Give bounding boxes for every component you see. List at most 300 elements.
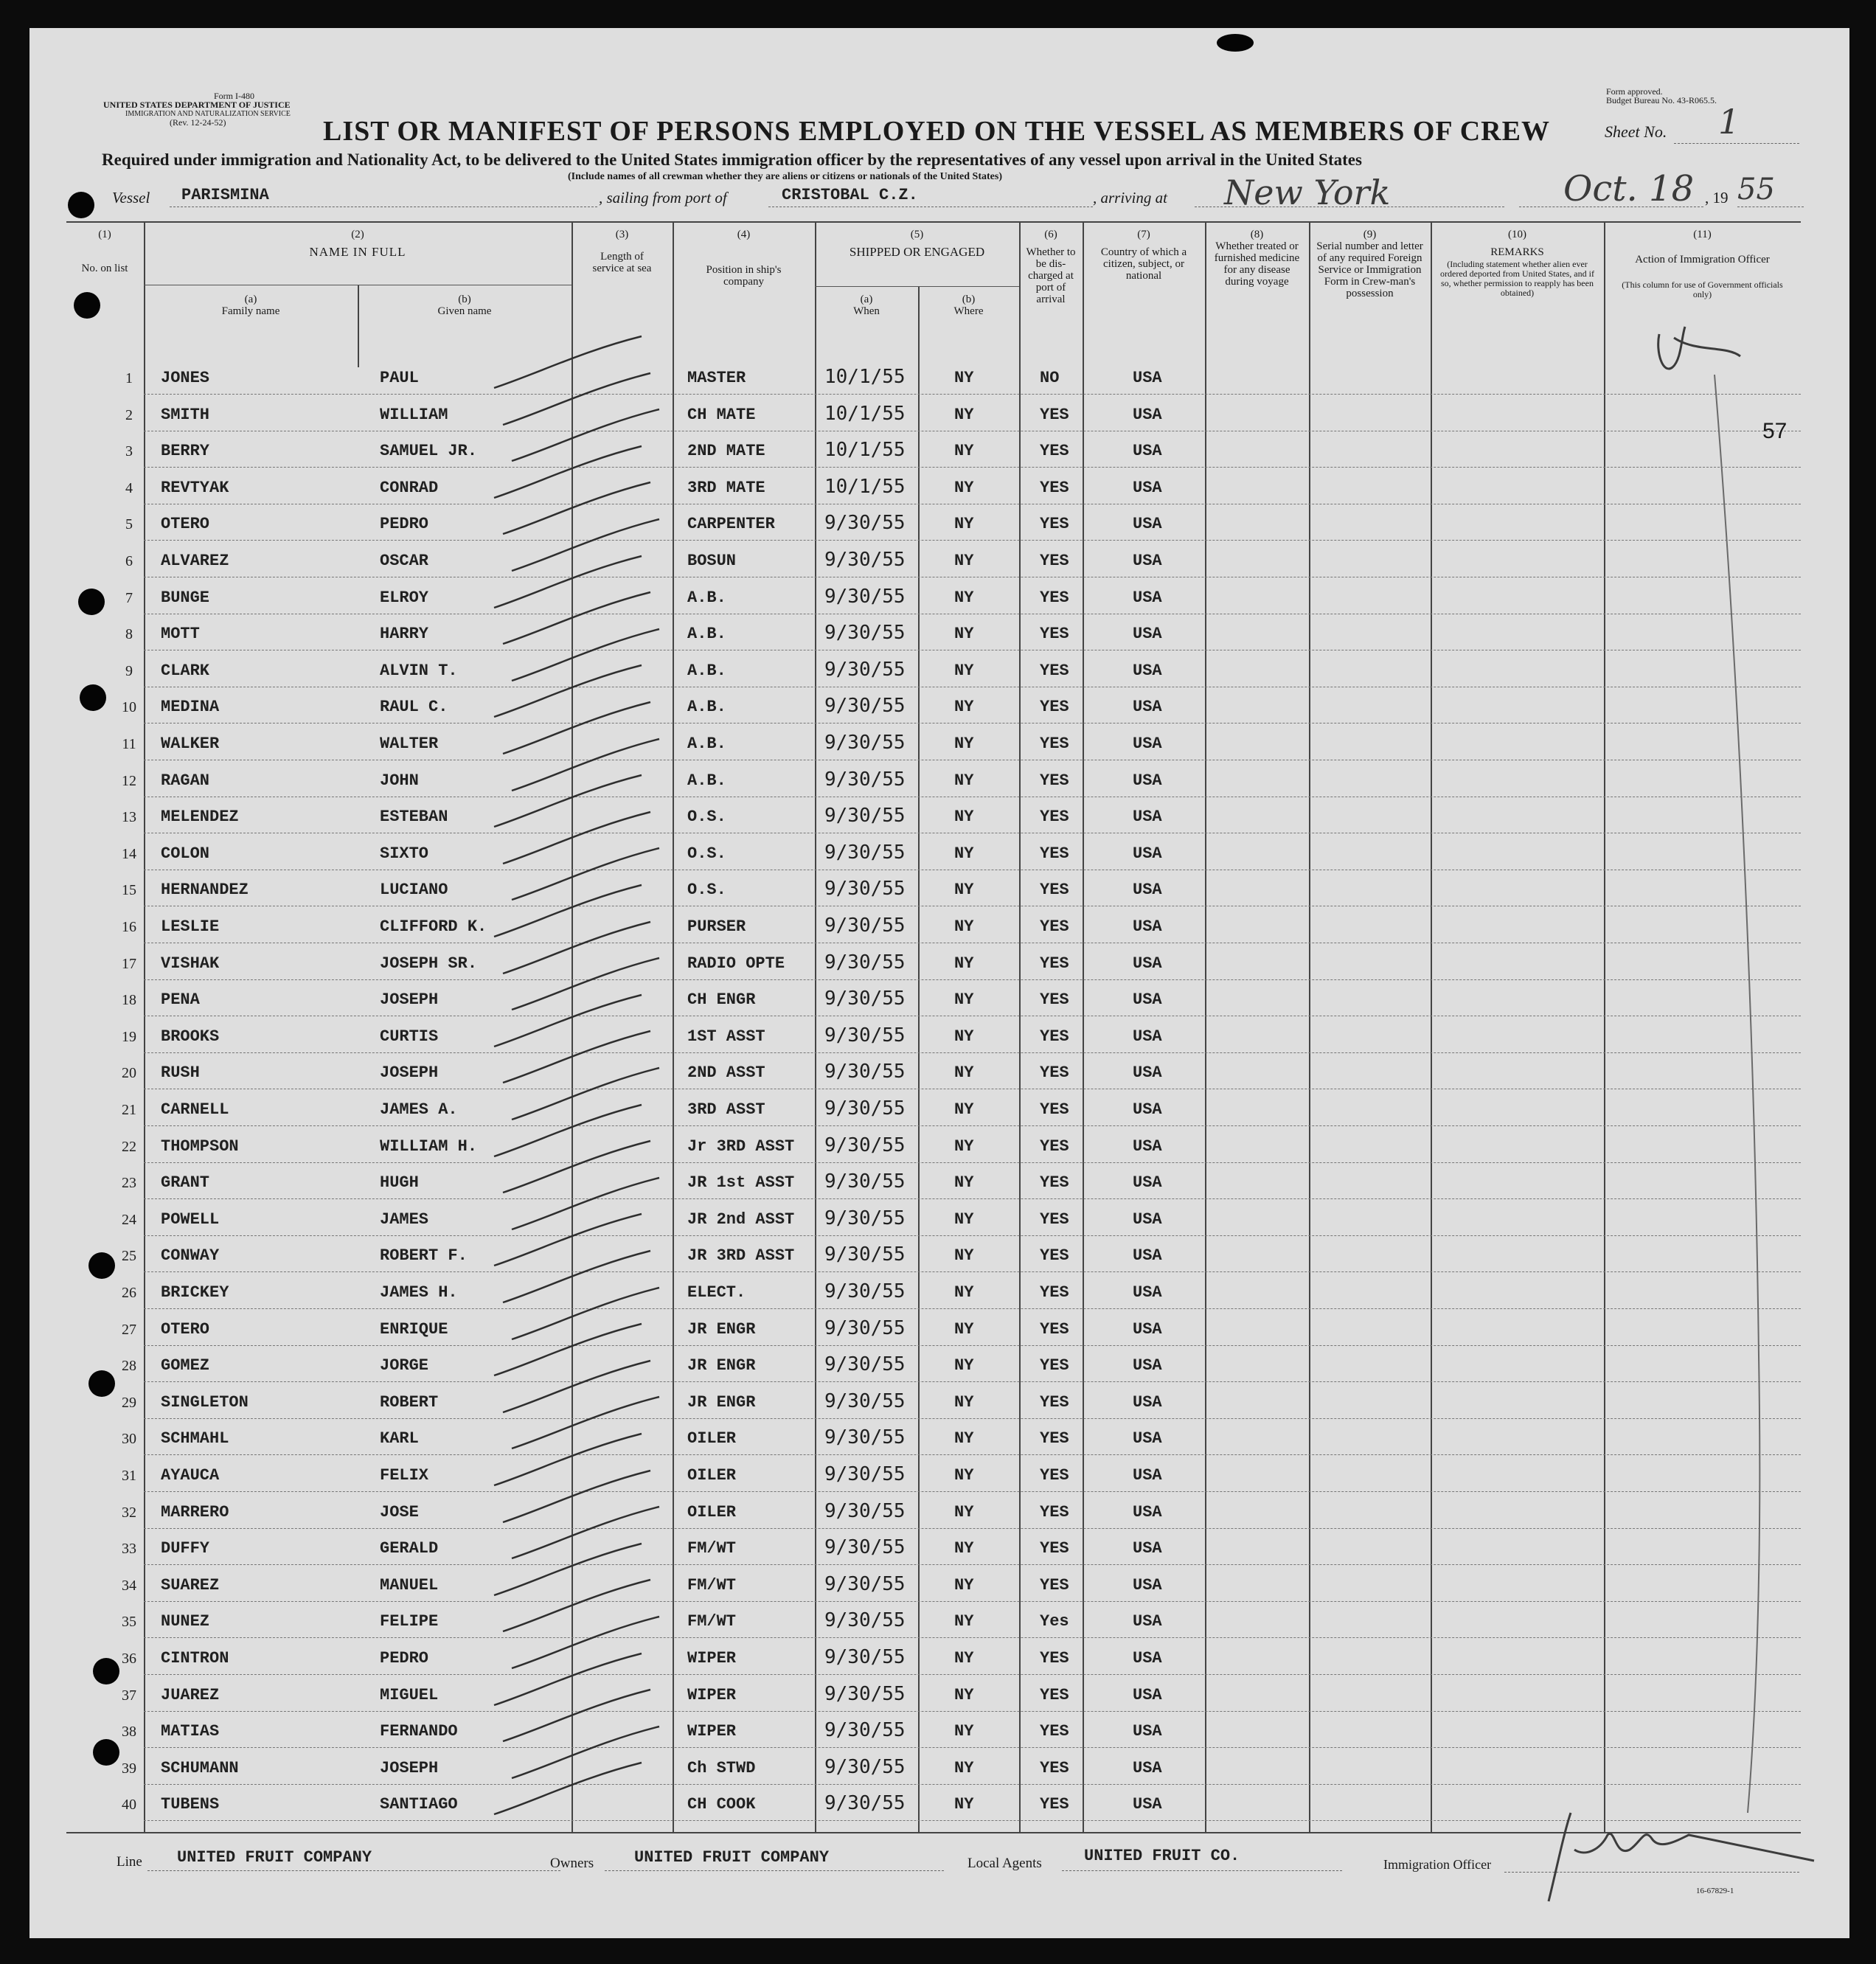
discharged: YES [1040,1429,1069,1448]
family-name: BROOKS [161,1027,220,1046]
row-number: 9 [125,663,133,679]
instructions-note: (Include names of all crewman whether they are aliens or citizens or nationals of the United States) [568,171,1002,182]
discharged: YES [1040,1722,1069,1741]
position: MASTER [687,369,746,387]
given-name: PEDRO [380,515,429,533]
given-name: MIGUEL [380,1686,439,1704]
shipped-date: 9/30/55 [824,1061,906,1083]
shipped-place: NY [954,1246,974,1265]
position: WIPER [687,1722,737,1741]
col9-header: Serial number and letter of any required Foreign Service or Immigration Form in Crew-man's possession [1316,240,1423,299]
shipped-date: 9/30/55 [824,1243,906,1266]
row-number: 34 [122,1578,136,1594]
row-number: 36 [122,1651,136,1667]
row-number: 5 [125,516,133,532]
shipped-place: NY [954,1686,974,1704]
shipped-place: NY [954,1429,974,1448]
position: WIPER [687,1649,737,1668]
shipped-date: 9/30/55 [824,1573,906,1595]
country: USA [1133,1283,1162,1302]
family-name: HERNANDEZ [161,881,249,899]
discharged: YES [1040,1466,1069,1485]
country: USA [1133,1137,1162,1156]
position: FM/WT [687,1576,737,1595]
discharged: YES [1040,808,1069,826]
row-number: 8 [125,626,133,642]
arrival-year: 55 [1737,173,1775,207]
shipped-place: NY [954,1027,974,1046]
shipped-date: 9/30/55 [824,842,906,864]
position: A.B. [687,589,726,607]
discharged: YES [1040,406,1069,424]
country: USA [1133,808,1162,826]
country: USA [1133,1429,1162,1448]
shipped-date: 9/30/55 [824,732,906,754]
discharged: YES [1040,1137,1069,1156]
family-name: COLON [161,844,210,863]
shipped-place: NY [954,1612,974,1631]
country: USA [1133,771,1162,790]
col5a-number: (a) [860,294,873,305]
departure-port: CRISTOBAL C.Z. [782,186,918,204]
given-name: CLIFFORD K. [380,917,487,936]
line-label: Line [117,1854,142,1870]
shipped-place: NY [954,1173,974,1192]
row-number: 38 [122,1724,136,1740]
row-number: 12 [122,773,136,789]
col2-header: NAME IN FULL [309,245,406,259]
discharged: YES [1040,881,1069,899]
shipped-date: 9/30/55 [824,1317,906,1339]
shipped-place: NY [954,442,974,460]
given-name: JOSEPH [380,1759,439,1777]
discharged: YES [1040,1246,1069,1265]
row-number: 35 [122,1614,136,1630]
given-name: KARL [380,1429,419,1448]
family-name: POWELL [161,1210,220,1229]
shipped-place: NY [954,1722,974,1741]
discharged: YES [1040,1686,1069,1704]
family-name: CONWAY [161,1246,220,1265]
shipped-place: NY [954,917,974,936]
family-name: TUBENS [161,1795,220,1814]
row-number: 19 [122,1029,136,1045]
col4-number: (4) [737,229,751,240]
country: USA [1133,1320,1162,1339]
discharged: YES [1040,479,1069,497]
arrival-date: Oct. 18 [1563,168,1695,209]
col5b-number: (b) [962,294,976,305]
shipped-date: 9/30/55 [824,622,906,644]
position: BOSUN [687,552,737,570]
position: A.B. [687,662,726,680]
row-number: 6 [125,553,133,569]
row-number: 37 [122,1687,136,1704]
row-number: 26 [122,1285,136,1301]
agents-value: UNITED FRUIT CO. [1084,1847,1240,1865]
family-name: CINTRON [161,1649,229,1668]
col10-number: (10) [1508,229,1526,240]
country: USA [1133,1246,1162,1265]
family-name: MOTT [161,625,200,643]
form-approved: Form approved. [1606,86,1663,97]
country: USA [1133,1100,1162,1119]
row-number: 28 [122,1358,136,1374]
country: USA [1133,917,1162,936]
shipped-place: NY [954,1320,974,1339]
col7-number: (7) [1137,229,1150,240]
discharged: YES [1040,1393,1069,1412]
row-number: 1 [125,370,133,386]
arriving-label: , arriving at [1093,189,1167,207]
family-name: WALKER [161,735,220,753]
col2a-number: (a) [244,294,257,305]
row-number: 11 [122,736,136,752]
row-number: 25 [122,1248,136,1264]
family-name: CLARK [161,662,210,680]
shipped-place: NY [954,1503,974,1521]
given-name: ROBERT [380,1393,439,1412]
position: 3RD MATE [687,479,765,497]
col8-number: (8) [1250,229,1264,240]
given-name: SIXTO [380,844,429,863]
position: O.S. [687,844,726,863]
shipped-place: NY [954,844,974,863]
col2b-number: (b) [458,294,471,305]
position: A.B. [687,771,726,790]
discharged: YES [1040,1503,1069,1521]
position: O.S. [687,881,726,899]
col5-number: (5) [910,229,924,240]
given-name: ENRIQUE [380,1320,448,1339]
sailing-label: , sailing from port of [599,189,727,207]
discharged: YES [1040,1320,1069,1339]
position: 1ST ASST [687,1027,765,1046]
position: FM/WT [687,1539,737,1558]
sheet-number: 1 [1718,102,1740,142]
country: USA [1133,1027,1162,1046]
discharged: YES [1040,1173,1069,1192]
row-number: 14 [122,846,136,862]
shipped-date: 9/30/55 [824,878,906,900]
vessel-label: Vessel [112,189,150,207]
row-number: 2 [125,407,133,423]
position: OILER [687,1466,737,1485]
shipped-place: NY [954,1137,974,1156]
family-name: PENA [161,990,200,1009]
shipped-date: 9/30/55 [824,549,906,571]
shipped-place: NY [954,1539,974,1558]
discharged: YES [1040,1356,1069,1375]
col9-number: (9) [1363,229,1377,240]
country: USA [1133,515,1162,533]
row-number: 22 [122,1139,136,1155]
discharged: Yes [1040,1612,1069,1631]
given-name: JAMES [380,1210,429,1229]
col2-number: (2) [351,229,364,240]
shipped-place: NY [954,515,974,533]
family-name: JUAREZ [161,1686,220,1704]
given-name: CURTIS [380,1027,439,1046]
family-name: SMITH [161,406,210,424]
discharged: YES [1040,1027,1069,1046]
family-name: GRANT [161,1173,210,1192]
row-number: 7 [125,590,133,606]
print-code: 16-67829-1 [1696,1887,1734,1895]
given-name: WALTER [380,735,439,753]
country: USA [1133,881,1162,899]
year-prefix: , 19 [1705,189,1729,207]
discharged: YES [1040,1576,1069,1595]
shipped-date: 9/30/55 [824,768,906,791]
country: USA [1133,589,1162,607]
shipped-date: 9/30/55 [824,1134,906,1156]
country: USA [1133,1503,1162,1521]
owners-label: Owners [550,1856,594,1871]
shipped-date: 10/1/55 [824,476,906,498]
discharged: YES [1040,954,1069,973]
shipped-place: NY [954,771,974,790]
shipped-date: 10/1/55 [824,403,906,425]
col6-header: Whether to be dis-charged at port of arrival [1026,246,1076,305]
shipped-date: 9/30/55 [824,1170,906,1193]
shipped-date: 9/30/55 [824,1097,906,1120]
country: USA [1133,662,1162,680]
shipped-place: NY [954,625,974,643]
owners-value: UNITED FRUIT COMPANY [634,1848,830,1867]
shipped-date: 9/30/55 [824,1426,906,1448]
discharged: YES [1040,1100,1069,1119]
arrival-port: New York [1224,173,1391,212]
shipped-date: 9/30/55 [824,988,906,1010]
discharged: YES [1040,917,1069,936]
family-name: AYAUCA [161,1466,220,1485]
row-number: 10 [122,699,136,715]
position: ELECT. [687,1283,746,1302]
revision: (Rev. 12-24-52) [170,117,226,128]
family-name: LESLIE [161,917,220,936]
given-name: WILLIAM [380,406,448,424]
position: OILER [687,1503,737,1521]
position: 2ND MATE [687,442,765,460]
position: JR ENGR [687,1393,756,1412]
country: USA [1133,1393,1162,1412]
col8-header: Whether treated or furnished medicine for any disease during voyage [1214,240,1300,288]
country: USA [1133,698,1162,716]
family-name: GOMEZ [161,1356,210,1375]
row-number: 16 [122,919,136,935]
country: USA [1133,1210,1162,1229]
country: USA [1133,442,1162,460]
col5b-header: Where [953,305,984,317]
given-name: LUCIANO [380,881,448,899]
position: 2ND ASST [687,1063,765,1082]
shipped-place: NY [954,1283,974,1302]
discharged: YES [1040,1210,1069,1229]
line-value: UNITED FRUIT COMPANY [177,1848,372,1867]
shipped-place: NY [954,552,974,570]
family-name: NUNEZ [161,1612,210,1631]
service: IMMIGRATION AND NATURALIZATION SERVICE [125,110,291,118]
shipped-date: 9/30/55 [824,1756,906,1778]
given-name: ELROY [380,589,429,607]
family-name: BRICKEY [161,1283,229,1302]
col10-header: REMARKS [1490,246,1544,258]
discharged: YES [1040,552,1069,570]
family-name: SUAREZ [161,1576,220,1595]
discharged: YES [1040,442,1069,460]
col2a-header: Family name [221,305,280,317]
discharged: YES [1040,625,1069,643]
family-name: OTERO [161,515,210,533]
given-name: SANTIAGO [380,1795,458,1814]
shipped-place: NY [954,954,974,973]
col11-header: Action of Immigration Officer [1635,254,1770,266]
position: Jr 3RD ASST [687,1137,795,1156]
shipped-date: 9/30/55 [824,951,906,974]
col10-note: (Including statement whether alien ever ordered deported from United States, and if so, whether permission to reapply has been obtained) [1440,259,1594,298]
position: A.B. [687,698,726,716]
given-name: OSCAR [380,552,429,570]
row-number: 30 [122,1431,136,1447]
position: OILER [687,1429,737,1448]
shipped-place: NY [954,881,974,899]
position: CH MATE [687,406,756,424]
discharged: YES [1040,771,1069,790]
agents-label: Local Agents [967,1856,1042,1871]
country: USA [1133,1576,1162,1595]
family-name: RUSH [161,1063,200,1082]
country: USA [1133,1612,1162,1631]
discharged: YES [1040,1539,1069,1558]
row-number: 23 [122,1175,136,1191]
col6-number: (6) [1044,229,1057,240]
given-name: HARRY [380,625,429,643]
country: USA [1133,1356,1162,1375]
family-name: JONES [161,369,210,387]
position: Ch STWD [687,1759,756,1777]
given-name: PAUL [380,369,419,387]
discharged: NO [1040,369,1060,387]
family-name: MEDINA [161,698,220,716]
shipped-date: 9/30/55 [824,586,906,608]
shipped-place: NY [954,1356,974,1375]
shipped-date: 9/30/55 [824,1353,906,1375]
given-name: WILLIAM H. [380,1137,478,1156]
row-number: 33 [122,1541,136,1557]
family-name: MELENDEZ [161,808,239,826]
given-name: FERNANDO [380,1722,458,1741]
shipped-date: 9/30/55 [824,512,906,534]
shipped-place: NY [954,662,974,680]
row-number: 13 [122,809,136,825]
given-name: HUGH [380,1173,419,1192]
discharged: YES [1040,1649,1069,1668]
country: USA [1133,1722,1162,1741]
given-name: ESTEBAN [380,808,448,826]
shipped-date: 9/30/55 [824,1609,906,1631]
col11-note: (This column for use of Government officials only) [1622,280,1783,299]
shipped-date: 9/30/55 [824,695,906,717]
budget-bureau: Budget Bureau No. 43-R065.5. [1606,95,1717,105]
col4-header: Position in ship's company [706,264,782,288]
officer-signature [29,28,1849,1938]
country: USA [1133,1686,1162,1704]
country: USA [1133,1466,1162,1485]
discharged: YES [1040,1063,1069,1082]
country: USA [1133,1795,1162,1814]
shipped-place: NY [954,735,974,753]
family-name: VISHAK [161,954,220,973]
shipped-place: NY [954,698,974,716]
row-number: 39 [122,1760,136,1777]
family-name: CARNELL [161,1100,229,1119]
shipped-date: 9/30/55 [824,1390,906,1412]
position: CH COOK [687,1795,756,1814]
position: JR 1st ASST [687,1173,795,1192]
position: JR ENGR [687,1356,756,1375]
shipped-date: 10/1/55 [824,366,906,388]
family-name: DUFFY [161,1539,210,1558]
country: USA [1133,552,1162,570]
discharged: YES [1040,1759,1069,1777]
given-name: JOSEPH SR. [380,954,478,973]
position: FM/WT [687,1612,737,1631]
position: CH ENGR [687,990,756,1009]
row-number: 18 [122,992,136,1008]
country: USA [1133,625,1162,643]
country: USA [1133,1173,1162,1192]
family-name: ALVAREZ [161,552,229,570]
position: O.S. [687,808,726,826]
country: USA [1133,735,1162,753]
shipped-date: 9/30/55 [824,659,906,681]
col1-number: (1) [98,229,111,240]
family-name: SCHUMANN [161,1759,239,1777]
shipped-date: 9/30/55 [824,1792,906,1814]
shipped-place: NY [954,1210,974,1229]
family-name: REVTYAK [161,479,229,497]
vessel-name: PARISMINA [181,186,269,204]
position: JR 3RD ASST [687,1246,795,1265]
country: USA [1133,1063,1162,1082]
country: USA [1133,844,1162,863]
given-name: JOSEPH [380,990,439,1009]
shipped-place: NY [954,369,974,387]
shipped-date: 10/1/55 [824,439,906,461]
shipped-place: NY [954,1466,974,1485]
family-name: RAGAN [161,771,210,790]
given-name: ALVIN T. [380,662,458,680]
discharged: YES [1040,589,1069,607]
position: JR 2nd ASST [687,1210,795,1229]
country: USA [1133,1649,1162,1668]
shipped-place: NY [954,1759,974,1777]
country: USA [1133,1759,1162,1777]
shipped-place: NY [954,589,974,607]
given-name: GERALD [380,1539,439,1558]
discharged: YES [1040,1283,1069,1302]
col3-number: (3) [615,229,629,240]
family-name: SCHMAHL [161,1429,229,1448]
row-number: 29 [122,1395,136,1411]
col11-number: (11) [1693,229,1712,240]
discharged: YES [1040,735,1069,753]
family-name: BUNGE [161,589,210,607]
given-name: PEDRO [380,1649,429,1668]
row-number: 27 [122,1322,136,1338]
discharged: YES [1040,515,1069,533]
